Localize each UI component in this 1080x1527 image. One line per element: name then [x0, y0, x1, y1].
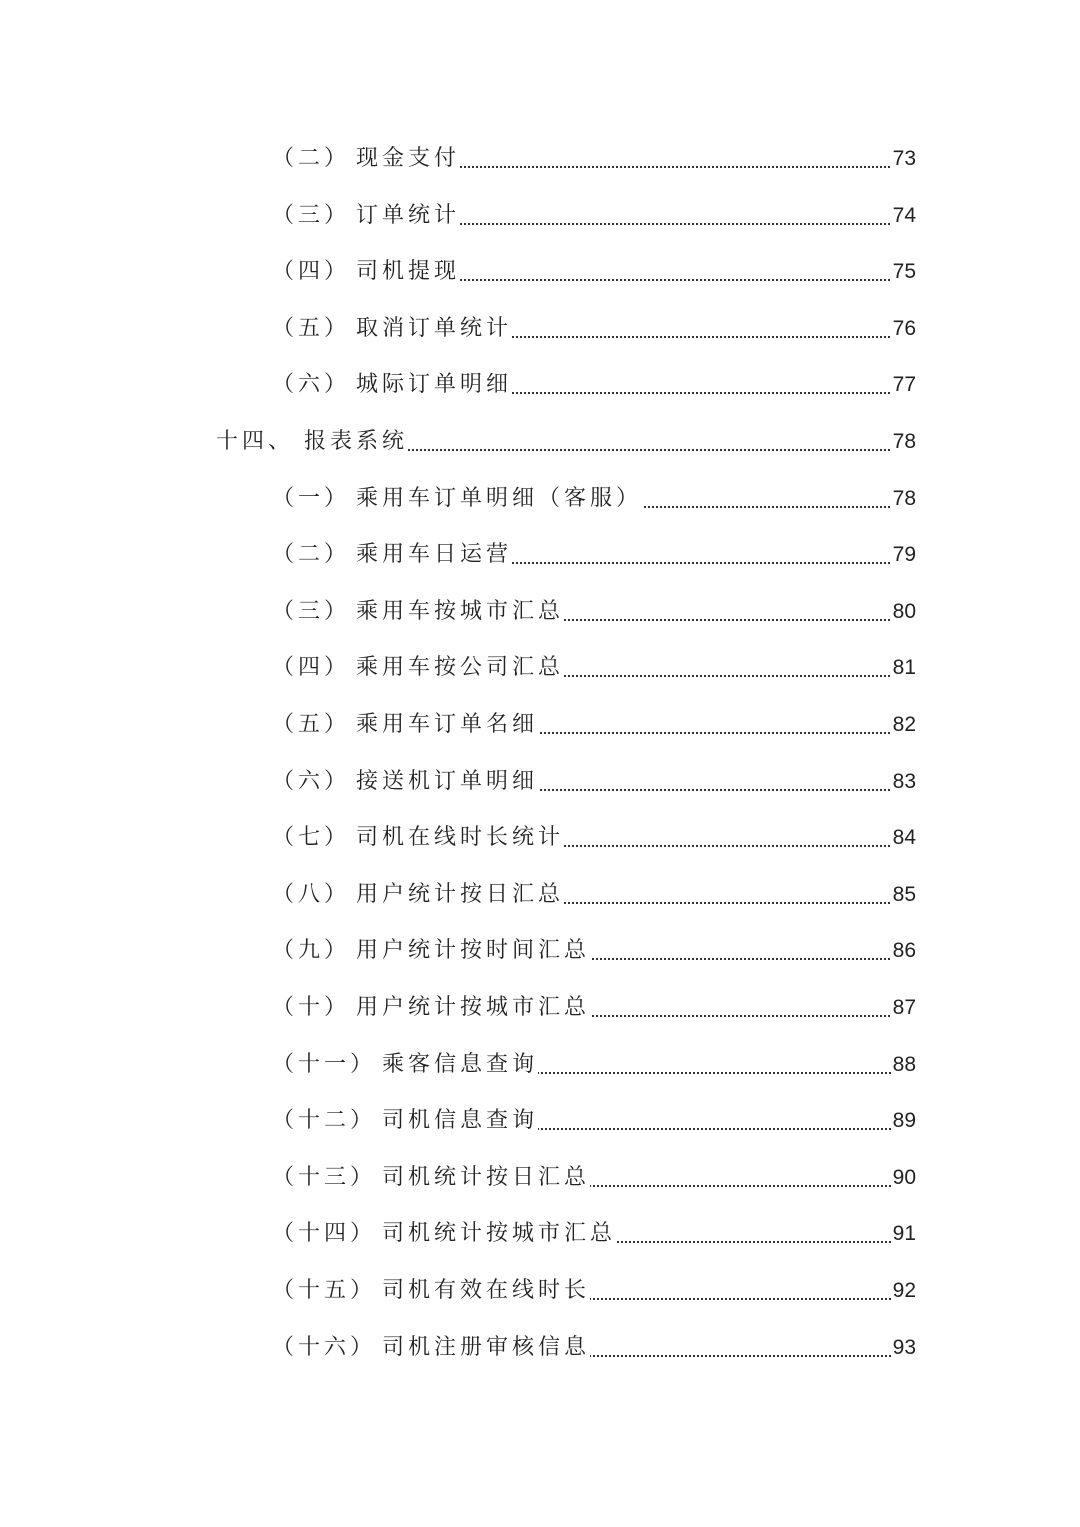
toc-entry-title: 司机信息查询 — [382, 1101, 538, 1141]
toc-entry-number: （二） — [272, 146, 351, 171]
toc-entry-page-number: 86 — [891, 931, 916, 971]
toc-entry-title: 司机统计按城市汇总 — [382, 1214, 616, 1254]
toc-entry-page-number: 83 — [891, 762, 916, 802]
toc-entry[interactable] — [0, 705, 1080, 745]
toc-entry-page-number: 81 — [891, 648, 916, 688]
toc-entry-title: 司机统计按日汇总 — [382, 1158, 590, 1198]
toc-entry-title: 乘用车按城市汇总 — [356, 592, 564, 632]
toc-entry-number: （三） — [272, 202, 351, 228]
toc-entry-page-number: 84 — [891, 818, 916, 858]
toc-entry[interactable] — [0, 479, 1080, 519]
toc-entry-page-number: 75 — [891, 252, 916, 292]
toc-entry-number: （六） — [272, 768, 351, 794]
toc-entry-title: 乘用车日运营 — [356, 535, 512, 575]
toc-entry[interactable] — [0, 1045, 1080, 1085]
toc-entry-page-number: 91 — [891, 1214, 916, 1254]
toc-entry-number: 十四、 — [216, 429, 295, 454]
toc-entry[interactable] — [0, 988, 1080, 1028]
toc-entry-title: 司机注册审核信息 — [382, 1328, 590, 1368]
toc-entry[interactable] — [0, 1271, 1080, 1311]
toc-entry[interactable] — [0, 422, 1080, 462]
toc-entry-page-number: 74 — [891, 196, 916, 236]
toc-entry[interactable] — [0, 818, 1080, 858]
toc-entry-title: 乘用车订单名细 — [356, 705, 538, 745]
toc-entry-page-number: 90 — [891, 1158, 916, 1198]
toc-entry-page-number: 88 — [891, 1045, 916, 1085]
toc-entry-page-number: 87 — [891, 988, 916, 1028]
toc-entry[interactable] — [0, 196, 1080, 236]
toc-entry-number: （十） — [272, 995, 351, 1020]
toc-entry-title: 用户统计按日汇总 — [356, 875, 564, 915]
toc-entry-number: （八） — [272, 881, 351, 907]
toc-entry-number: （五） — [272, 712, 351, 737]
toc-entry-title: 司机在线时长统计 — [356, 818, 564, 858]
toc-entry-number: （七） — [272, 825, 351, 851]
toc-entry[interactable] — [0, 1328, 1080, 1368]
toc-entry-title: 现金支付 — [356, 139, 460, 179]
toc-entry-title: 报表系统 — [304, 422, 408, 462]
toc-entry-page-number: 92 — [891, 1271, 916, 1311]
toc-entry-title: 接送机订单明细 — [356, 762, 538, 802]
toc-entry-page-number: 89 — [891, 1101, 916, 1141]
toc-entry-number: （九） — [272, 938, 351, 964]
toc-entry[interactable] — [0, 139, 1080, 179]
toc-entry-page-number: 76 — [891, 309, 916, 349]
toc-entry-title: 司机提现 — [356, 252, 460, 292]
toc-entry-number: （三） — [272, 598, 351, 624]
toc-entry-page-number: 78 — [891, 422, 916, 462]
toc-entry-title: 城际订单明细 — [356, 365, 512, 405]
toc-entry-number: （四） — [272, 655, 351, 681]
toc-entry-title: 乘客信息查询 — [382, 1045, 538, 1085]
toc-entry-title: 订单统计 — [356, 196, 460, 236]
toc-entry[interactable] — [0, 1101, 1080, 1141]
toc-entry-title: 乘用车订单明细（客服） — [356, 479, 642, 519]
toc-entry-page-number: 80 — [891, 592, 916, 632]
toc-entry-page-number: 82 — [891, 705, 916, 745]
toc-entry-number: （十二） — [272, 1108, 377, 1134]
toc-entry-title: 取消订单统计 — [356, 309, 512, 349]
toc-entry-number: （六） — [272, 372, 351, 398]
toc-entry-number: （五） — [272, 315, 351, 341]
toc-entry-number: （十三） — [272, 1164, 377, 1190]
toc-entry-page-number: 79 — [891, 535, 916, 575]
toc-entry-title: 用户统计按时间汇总 — [356, 931, 590, 971]
toc-entry-title: 用户统计按城市汇总 — [356, 988, 590, 1028]
toc-entry-number: （一） — [272, 485, 351, 511]
toc-entry-number: （十一） — [272, 1051, 377, 1077]
toc-entry[interactable] — [0, 309, 1080, 349]
toc-entry-number: （十五） — [272, 1278, 377, 1303]
toc-entry[interactable] — [0, 1214, 1080, 1254]
toc-entry[interactable] — [0, 1158, 1080, 1198]
toc-entry-page-number: 93 — [891, 1328, 916, 1368]
toc-entry[interactable] — [0, 931, 1080, 971]
toc-entry[interactable] — [0, 252, 1080, 292]
toc-entry-page-number: 85 — [891, 875, 916, 915]
toc-entry[interactable] — [0, 592, 1080, 632]
toc-entry[interactable] — [0, 648, 1080, 688]
toc-entry[interactable] — [0, 535, 1080, 575]
toc-entry-page-number: 77 — [891, 365, 916, 405]
toc-entry-title: 乘用车按公司汇总 — [356, 648, 564, 688]
toc-entry-page-number: 73 — [891, 139, 916, 179]
toc-entry-page-number: 78 — [891, 479, 916, 519]
toc-entry-number: （四） — [272, 259, 351, 285]
toc-entry[interactable] — [0, 762, 1080, 802]
toc-entry-number: （十六） — [272, 1334, 377, 1360]
toc-entry[interactable] — [0, 365, 1080, 405]
toc-entry-number: （二） — [272, 542, 351, 568]
toc-entry[interactable] — [0, 875, 1080, 915]
toc-entry-title: 司机有效在线时长 — [382, 1271, 590, 1311]
toc-entry-number: （十四） — [272, 1221, 377, 1247]
